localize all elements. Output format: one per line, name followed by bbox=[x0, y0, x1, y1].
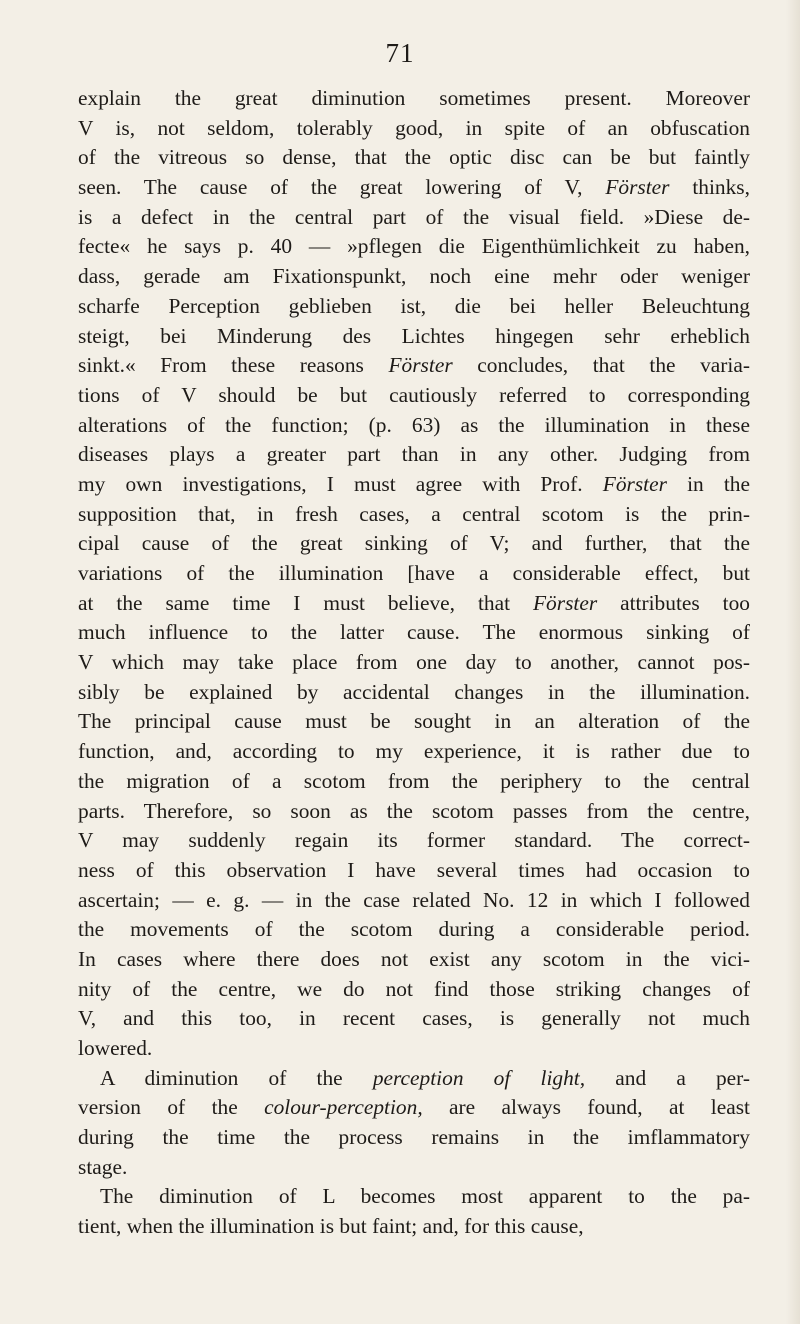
text-segment: V is, not seldom, tolerably good, in spite of an obfuscation bbox=[78, 115, 750, 140]
text-line bbox=[78, 886, 750, 916]
text-line bbox=[78, 678, 750, 708]
text-line bbox=[78, 1064, 750, 1094]
text-line bbox=[78, 1182, 750, 1212]
text-line bbox=[78, 440, 750, 470]
text-segment: ascertain; — e. g. — in the case related No. 12 in which I followed bbox=[78, 887, 750, 912]
text-segment: function, and, according to my experience, it is rather due to bbox=[78, 739, 750, 764]
text-segment: V, and this too, in recent cases, is generally not much bbox=[78, 1006, 750, 1031]
text-segment: The principal cause must be sought in an alteration of the bbox=[78, 709, 750, 734]
text-line bbox=[78, 826, 750, 856]
text-line bbox=[78, 707, 750, 737]
text-line bbox=[78, 1212, 750, 1242]
text-segment: concludes, that the varia- bbox=[452, 353, 750, 378]
text-line bbox=[78, 1004, 750, 1034]
text-line bbox=[78, 381, 750, 411]
text-segment: of the vitreous so dense, that the optic disc can be but faintly bbox=[78, 145, 750, 170]
text-segment: and a per- bbox=[585, 1065, 750, 1090]
text-segment: tions of V should be but cautiously referred to corresponding bbox=[78, 382, 750, 407]
text-line bbox=[78, 648, 750, 678]
text-line bbox=[78, 559, 750, 589]
text-line bbox=[78, 618, 750, 648]
text-line bbox=[78, 500, 750, 530]
text-segment: the movements of the scotom during a considerable period. bbox=[78, 917, 750, 942]
page-number: 71 bbox=[385, 38, 415, 68]
text-line bbox=[78, 470, 750, 500]
text-line bbox=[78, 203, 750, 233]
italic-text: perception of light, bbox=[372, 1065, 586, 1090]
text-line bbox=[78, 1153, 750, 1183]
text-segment: tient, when the illumination is but faint; and, for this cause, bbox=[78, 1214, 584, 1239]
text-segment: A diminution of the bbox=[100, 1065, 373, 1090]
text-line bbox=[78, 767, 750, 797]
text-segment: supposition that, in fresh cases, a central scotom is the prin- bbox=[78, 501, 750, 526]
text-segment: alterations of the function; (p. 63) as the illumination in these bbox=[78, 412, 750, 437]
text-line bbox=[78, 322, 750, 352]
text-line bbox=[78, 1034, 750, 1064]
text-line bbox=[78, 84, 750, 114]
text-segment: version of the bbox=[78, 1095, 265, 1120]
text-segment: explain the great diminution sometimes present. Moreover bbox=[78, 86, 750, 110]
text-segment: steigt, bei Minderung des Lichtes hingegen sehr erheblich bbox=[78, 323, 750, 348]
text-segment: dass, gerade am Fixationspunkt, noch eine mehr oder weniger bbox=[78, 264, 750, 289]
text-segment: stage. bbox=[78, 1154, 128, 1179]
text-line bbox=[78, 1093, 750, 1123]
text-segment: sibly be explained by accidental changes in the illumination. bbox=[78, 679, 750, 704]
text-segment: sinkt.« From these reasons bbox=[78, 353, 389, 378]
text-segment: thinks, bbox=[669, 175, 750, 200]
text-line bbox=[78, 351, 750, 381]
text-segment: the migration of a scotom from the periphery to the central bbox=[78, 768, 750, 793]
italic-text: Förster bbox=[388, 353, 453, 378]
text-segment: attributes too bbox=[597, 590, 750, 615]
text-segment: my own investigations, I must agree with Prof. bbox=[78, 471, 603, 496]
text-line bbox=[78, 262, 750, 292]
page-edge-shadow bbox=[786, 0, 800, 1324]
text-segment: parts. Therefore, so soon as the scotom passes from the centre, bbox=[78, 798, 750, 823]
text-line bbox=[78, 945, 750, 975]
text-segment: are always found, at least bbox=[422, 1095, 751, 1120]
text-line bbox=[78, 173, 750, 203]
text-line bbox=[78, 232, 750, 262]
body-text bbox=[78, 84, 750, 1242]
text-segment: scharfe Perception geblieben ist, die bei heller Beleuchtung bbox=[78, 293, 750, 318]
text-line bbox=[78, 411, 750, 441]
text-segment: diseases plays a greater part than in any other. Judging from bbox=[78, 442, 750, 467]
text-line bbox=[78, 797, 750, 827]
text-line bbox=[78, 114, 750, 144]
text-line bbox=[78, 856, 750, 886]
italic-text: Förster bbox=[605, 175, 670, 200]
text-segment: V may suddenly regain its former standard. The correct- bbox=[78, 828, 750, 853]
text-segment: ness of this observation I have several times had occasion to bbox=[78, 857, 750, 882]
text-line bbox=[78, 975, 750, 1005]
text-segment: V which may take place from one day to another, cannot pos- bbox=[78, 650, 750, 675]
text-line bbox=[78, 143, 750, 173]
text-segment: variations of the illumination [have a considerable effect, but bbox=[78, 561, 750, 585]
text-segment: seen. The cause of the great lowering of V, bbox=[78, 175, 606, 200]
text-line bbox=[78, 737, 750, 767]
text-segment: is a defect in the central part of the visual field. »Diese de- bbox=[78, 204, 750, 229]
text-line bbox=[78, 292, 750, 322]
text-segment: The diminution of L becomes most apparent to the pa- bbox=[100, 1184, 750, 1209]
text-segment: nity of the centre, we do not find those striking changes of bbox=[78, 976, 750, 1001]
text-segment: much influence to the latter cause. The enormous sinking of bbox=[78, 620, 750, 645]
text-segment: In cases where there does not exist any scotom in the vici- bbox=[78, 946, 750, 971]
text-segment: during the time the process remains in the imflammatory bbox=[78, 1125, 750, 1150]
text-segment: in the bbox=[666, 471, 750, 496]
text-segment: at the same time I must believe, that bbox=[78, 590, 533, 615]
text-line bbox=[78, 915, 750, 945]
italic-text: colour-perception, bbox=[264, 1095, 423, 1120]
text-segment: fecte« he says p. 40 — »pflegen die Eigenthümlichkeit zu haben, bbox=[78, 234, 750, 259]
text-line bbox=[78, 529, 750, 559]
text-line bbox=[78, 1123, 750, 1153]
text-segment: lowered. bbox=[78, 1036, 153, 1060]
italic-text: Förster bbox=[532, 590, 598, 615]
text-line bbox=[78, 589, 750, 619]
italic-text: Förster bbox=[602, 471, 667, 496]
text-segment: cipal cause of the great sinking of V; and further, that the bbox=[78, 531, 750, 556]
